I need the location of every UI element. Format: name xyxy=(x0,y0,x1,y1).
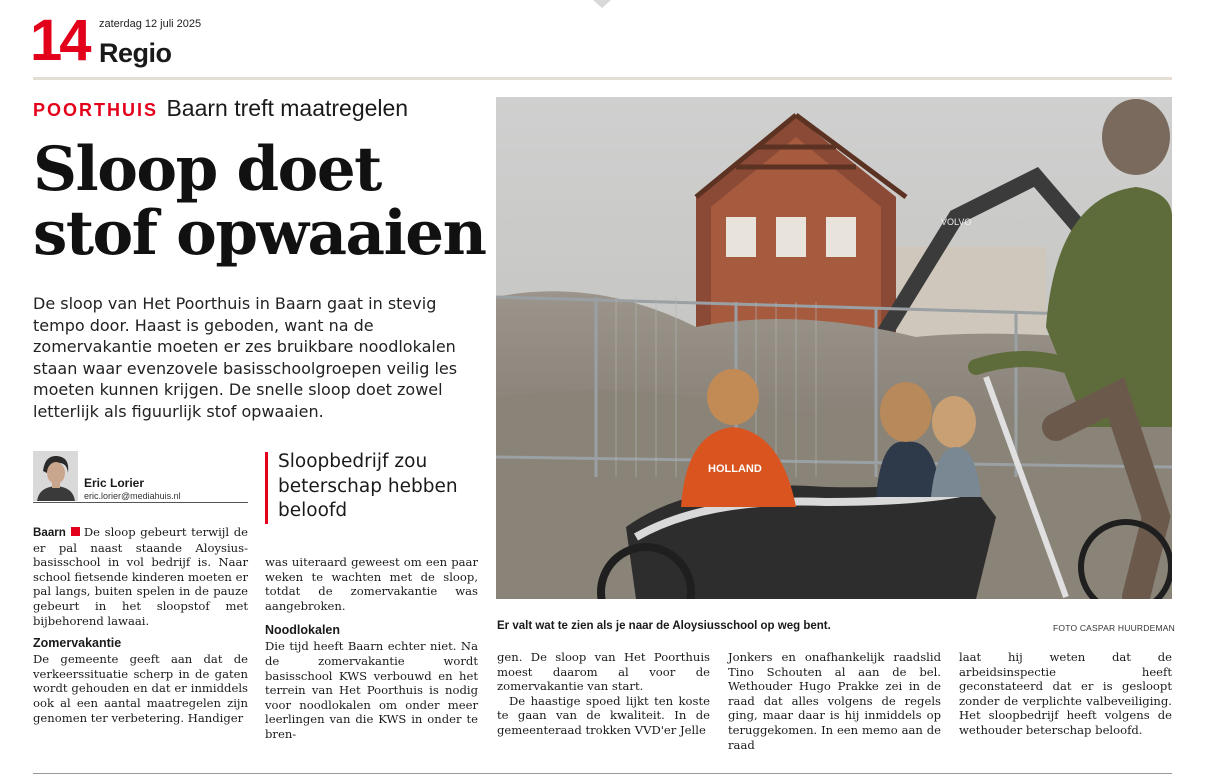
body-column-1 xyxy=(33,525,248,725)
kicker-label: POORTHUIS xyxy=(33,100,159,120)
pull-quote: Sloopbedrijf zou beterschap hebben beloofd xyxy=(278,451,458,521)
article-photo xyxy=(496,97,1172,599)
kicker-text: Baarn treft maatregelen xyxy=(166,95,409,121)
body-column-3 xyxy=(497,650,710,738)
paragraph-text: De sloop gebeurt terwijl de er pal naast staande Aloysius-basisschool in vol bedrijf is. Naar school fietsende kinderen moeten er pal langs, buiten spelen in de pauze gebeurt in het sloopstof met bijbehorend lawaai. xyxy=(33,525,248,628)
author-email: eric.lorier@mediahuis.nl xyxy=(84,491,181,501)
shirt-text: HOLLAND xyxy=(708,463,762,475)
author-portrait-icon xyxy=(33,451,78,501)
dateline-square-icon xyxy=(71,527,80,536)
dateline: Baarn xyxy=(33,526,66,539)
body-column-4 xyxy=(728,650,941,752)
body-paragraph: gen. De sloop van Het Poorthuis moest daarom al voor de zomervakantie van start. xyxy=(497,650,710,694)
body-paragraph xyxy=(33,525,248,628)
intro-paragraph: De sloop van Het Poorthuis in Baarn gaat in stevig tempo door. Haast is geboden, want na de zomervakantie moeten er zes bruikbare noodlokalen staan waar evenzovele basisschoolgroepen veilig les moeten kunnen krijgen. De snelle sloop doet zowel letterlijk als figuurlijk stof opwaaien. xyxy=(33,294,458,421)
demolition-scene-image xyxy=(496,97,1172,599)
subhead-noodlokalen: Noodlokalen xyxy=(265,623,341,638)
author-divider xyxy=(33,502,248,503)
bottom-divider xyxy=(33,773,1172,774)
section-title: Regio xyxy=(99,38,172,68)
page-number: 14 xyxy=(30,8,89,73)
body-paragraph: Jonkers en onafhankelijk raadslid Tino Schouten al aan de bel. Wethouder Hugo Prakke zei in de raad dat alles volgens de regels ging, maar daar is hij inmiddels op teruggekomen. In een memo aan de raad xyxy=(728,650,941,752)
body-paragraph: Die tijd heeft Baarn echter niet. Na de zomervakantie wordt basisschool KWS verbouwd en het terrein van Het Poorthuis is nodig voor noodlokalen om onder meer leerlingen van die KWS in onder te bren- xyxy=(265,639,478,741)
issue-date: zaterdag 12 juli 2025 xyxy=(99,18,202,30)
body-paragraph: De haastige spoed lijkt ten koste te gaan van de kwaliteit. In de gemeenteraad trokken VVD'er Jelle xyxy=(497,693,710,737)
author-name: Eric Lorier xyxy=(84,476,145,490)
excavator-brand: VOLVO xyxy=(941,217,972,227)
fold-mark xyxy=(593,0,611,8)
kicker xyxy=(33,95,408,122)
photo-credit: FOTO CASPAR HUURDEMAN xyxy=(1053,623,1175,633)
body-column-5 xyxy=(959,650,1172,738)
subhead-zomervakantie: Zomervakantie xyxy=(33,636,122,651)
photo-caption: Er valt wat te zien als je naar de Aloysiusschool op weg bent. xyxy=(497,620,831,632)
body-paragraph: laat hij weten dat de arbeidsinspectie heeft geconstateerd dat er is gesloopt zonder de verplichte valbeveiliging. Het sloopbedrijf heeft volgens de wethouder beterschap beloofd. xyxy=(959,650,1172,737)
body-paragraph: De gemeente geeft aan dat de verkeerssituatie scherp in de gaten wordt gehouden en dat er inmiddels ook al een aantal maatregelen zijn genomen ter verbetering. Handiger xyxy=(33,652,248,725)
body-paragraph: was uiteraard geweest om een paar weken te wachten met de sloop, totdat de zomervakantie was aangebroken. xyxy=(265,555,478,613)
author-avatar xyxy=(33,451,78,501)
quote-bar xyxy=(265,452,268,524)
body-column-2 xyxy=(265,555,478,742)
header-divider xyxy=(33,77,1172,80)
headline: Sloop doet stof opwaaien xyxy=(33,134,486,269)
